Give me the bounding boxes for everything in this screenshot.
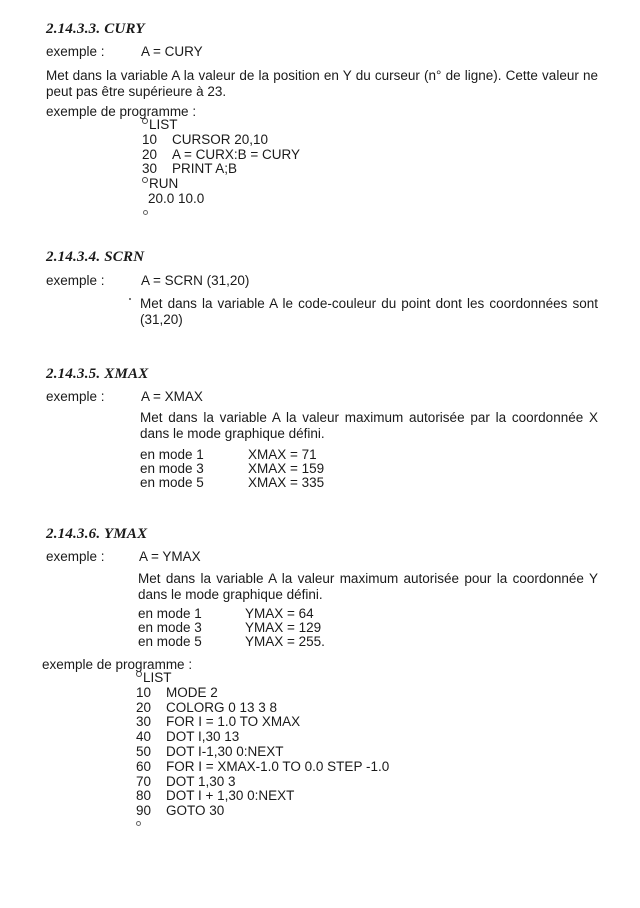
line-number: 50: [136, 743, 152, 759]
example-label: exemple :: [46, 549, 105, 564]
mode-name: en mode 5: [140, 475, 204, 490]
cursor-prompt-mark: [143, 210, 148, 215]
mode-table-xmax: [140, 448, 324, 490]
mode-row: [138, 607, 325, 621]
program-label: exemple de programme :: [42, 657, 193, 672]
prompt-circle-icon: [142, 118, 148, 124]
code-text: LIST: [149, 117, 178, 132]
code-text: DOT 1,30 3: [166, 773, 236, 789]
prompt-circle-icon: [142, 177, 148, 183]
code-text: FOR I = XMAX-1.0 TO 0.0 STEP -1.0: [166, 758, 390, 774]
description-paragraph: Met dans la variable A la valeur maximum autorisée pour la coordonnée Y dans le mode graphique défini.: [138, 571, 598, 602]
code-text: LIST: [143, 670, 172, 685]
code-text: A = CURX:B = CURY: [172, 146, 301, 162]
code-line: [136, 745, 389, 760]
section-heading-scrn: 2.14.3.4. SCRN: [46, 249, 145, 265]
cursor-prompt-mark: [136, 821, 141, 826]
example-label: exemple :: [46, 44, 105, 59]
code-text: 20.0 10.0: [148, 190, 205, 206]
code-text: GOTO 30: [166, 803, 225, 819]
code-text: DOT I,30 13: [166, 729, 240, 745]
example-expression: A = CURY: [141, 44, 203, 59]
line-number: 10: [142, 131, 158, 147]
code-text: PRINT A;B: [172, 161, 238, 177]
example-label: exemple :: [46, 273, 105, 288]
mode-row: [140, 476, 324, 490]
code-line: [136, 686, 389, 701]
code-line: [136, 789, 389, 804]
description-paragraph: Met dans la variable A la valeur de la position en Y du curseur (n° de ligne). Cette valeur ne peut pas être supérieure à 23.: [46, 68, 598, 99]
mode-name: en mode 1: [140, 447, 204, 462]
line-number: 20: [136, 699, 152, 715]
mode-value: XMAX = 335: [248, 475, 325, 490]
mode-row: [138, 635, 325, 649]
mode-name: en mode 1: [138, 606, 202, 621]
code-line: [136, 775, 389, 790]
section-heading-xmax: 2.14.3.5. XMAX: [46, 366, 149, 382]
code-text: FOR I = 1.0 TO XMAX: [166, 714, 301, 730]
section-heading-ymax: 2.14.3.6. YMAX: [46, 526, 148, 542]
line-number: 30: [136, 714, 152, 730]
line-number: 60: [136, 758, 152, 774]
example-expression: A = SCRN (31,20): [141, 273, 250, 288]
mode-value: YMAX = 129: [245, 620, 322, 635]
code-line: [142, 148, 300, 163]
code-line: [142, 133, 300, 148]
code-line: [136, 730, 389, 745]
mode-value: XMAX = 159: [248, 461, 325, 476]
code-listing-ymax: [136, 671, 389, 819]
example-expression: A = YMAX: [139, 549, 201, 564]
line-number: 30: [142, 161, 158, 177]
code-text: DOT I + 1,30 0:NEXT: [166, 788, 295, 804]
code-line: [136, 671, 389, 686]
code-text: MODE 2: [166, 684, 218, 700]
code-line: [136, 760, 389, 775]
print-speck: [129, 298, 131, 300]
mode-table-ymax: [138, 607, 325, 649]
mode-value: XMAX = 71: [248, 447, 317, 462]
code-text: COLORG 0 13 3 8: [166, 699, 278, 715]
code-text: RUN: [149, 176, 179, 192]
line-number: 70: [136, 773, 152, 789]
code-line: [136, 715, 389, 730]
mode-row: [140, 448, 324, 462]
code-line: [142, 192, 300, 207]
code-line: [142, 177, 300, 192]
example-label: exemple :: [46, 389, 105, 404]
line-number: 10: [136, 684, 152, 700]
line-number: 80: [136, 788, 152, 804]
mode-name: en mode 5: [138, 634, 202, 649]
mode-value: YMAX = 64: [245, 606, 314, 621]
line-number: 20: [142, 146, 158, 162]
line-number: 40: [136, 729, 152, 745]
example-expression: A = XMAX: [141, 389, 203, 404]
mode-row: [140, 462, 324, 476]
code-listing-cury: [142, 118, 300, 207]
code-line: [142, 118, 300, 133]
program-label: exemple de programme :: [46, 104, 197, 119]
prompt-circle-icon: [136, 671, 142, 677]
mode-value: YMAX = 255.: [245, 634, 325, 649]
line-number: 90: [136, 803, 152, 819]
code-line: [136, 701, 389, 716]
description-paragraph: Met dans la variable A le code-couleur du point dont les coordonnées sont (31,20): [140, 296, 598, 327]
section-heading-cury: 2.14.3.3. CURY: [46, 21, 145, 37]
code-line: [136, 804, 389, 819]
code-line: [142, 162, 300, 177]
mode-row: [138, 621, 325, 635]
mode-name: en mode 3: [138, 620, 202, 635]
code-text: DOT I-1,30 0:NEXT: [166, 743, 284, 759]
code-text: CURSOR 20,10: [172, 131, 269, 147]
description-paragraph: Met dans la variable A la valeur maximum autorisée par la coordonnée X dans le mode graphique défini.: [140, 410, 598, 441]
mode-name: en mode 3: [140, 461, 204, 476]
